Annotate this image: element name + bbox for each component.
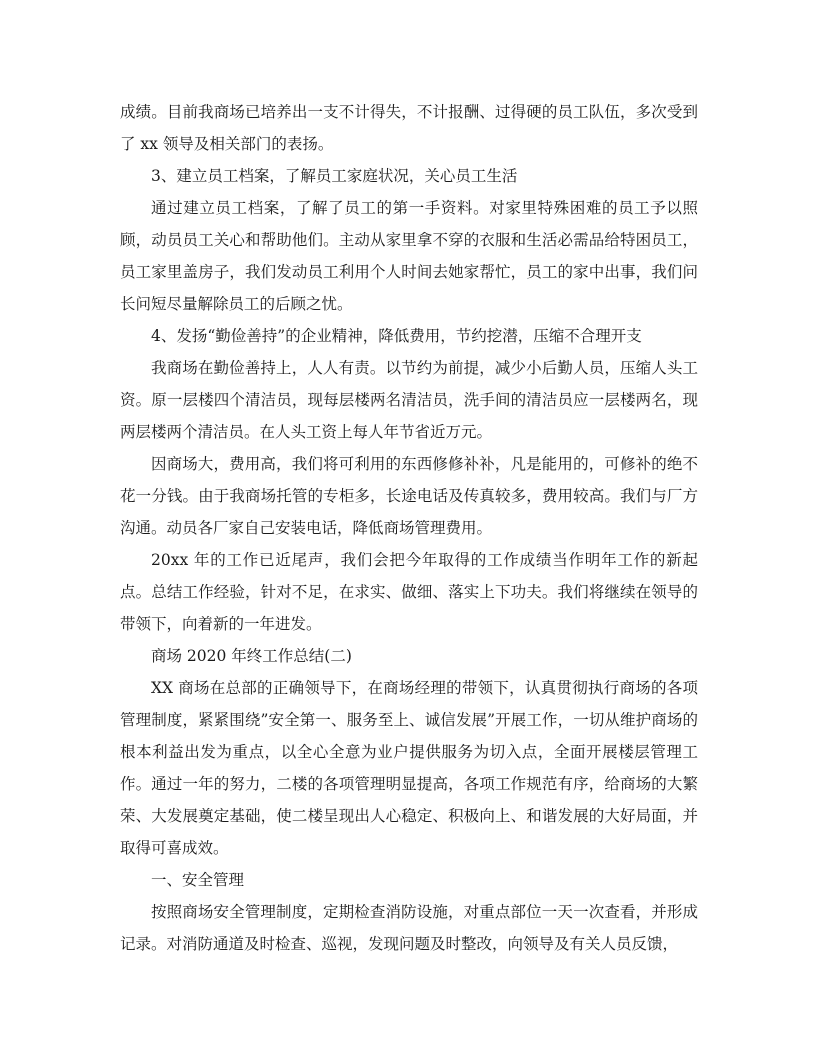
- paragraph-year-end-summary: 20xx 年的工作已近尾声，我们会把今年取得的工作成绩当作明年工作的新起点。总结工作经验，针对不足，在求实、做细、落实上下功夫。我们将继续在领导的带领下，向着新的一年进发。: [120, 551, 698, 633]
- document-body: [120, 96, 698, 960]
- paragraph-part-two-intro: XX 商场在总部的正确领导下，在商场经理的带领下，认真贯彻执行商场的各项管理制度，紧紧围绕”安全第一、服务至上、诚信发展”开展工作，一切从维护商场的根本利益出发为重点，以全心全意为业户提供服务为切入点，全面开展楼层管理工作。通过一年的努力，二楼的各项管理明显提高，各项工作规范有序，给商场的大繁荣、大发展奠定基础，使二楼呈现出人心稳定、积极向上、和谐发展的大好局面，并取得可喜成效。: [120, 679, 698, 857]
- section-title-part-two: 商场 2020 年终工作总结(二): [151, 647, 352, 665]
- heading-employee-archives: 3、建立员工档案，了解员工家庭状况，关心员工生活: [151, 167, 518, 185]
- paragraph-1: 成绩。目前我商场已培养出一支不计得失，不计报酬、过得硬的员工队伍，多次受到了 xx 领导及相关部门的表扬。: [120, 103, 698, 153]
- paragraph-thrift-staffing: 我商场在勤俭善持上，人人有责。以节约为前提，减少小后勤人员，压缩人头工资。原一层楼四个清洁员，现每层楼两名清洁员，洗手间的清洁员应一层楼两名，现两层楼两个清洁员。在人头工资上每人年节省近万元。: [120, 359, 698, 441]
- heading-safety-management: 一、安全管理: [151, 871, 245, 889]
- paragraph-safety-management: 按照商场安全管理制度，定期检查消防设施，对重点部位一天一次查看，并形成记录。对消防通道及时检查、巡视，发现问题及时整改，向领导及有关人员反馈，: [120, 903, 698, 953]
- paragraph-employee-archives: 通过建立员工档案，了解了员工的第一手资料。对家里特殊困难的员工予以照顾，动员员工关心和帮助他们。主动从家里拿不穿的衣服和生活必需品给特困员工，员工家里盖房子，我们发动员工利用个人时间去她家帮忙，员工的家中出事，我们问长问短尽量解除员工的后顾之忧。: [120, 199, 698, 313]
- paragraph-cost-saving: 因商场大，费用高，我们将可利用的东西修修补补，凡是能用的，可修补的绝不花一分钱。由于我商场托管的专柜多，长途电话及传真较多，费用较高。我们与厂方沟通。动员各厂家自己安装电话，降低商场管理费用。: [120, 455, 698, 537]
- heading-thrift-spirit: 4、发扬“勤俭善持”的企业精神，降低费用，节约挖潜，压缩不合理开支: [151, 327, 642, 345]
